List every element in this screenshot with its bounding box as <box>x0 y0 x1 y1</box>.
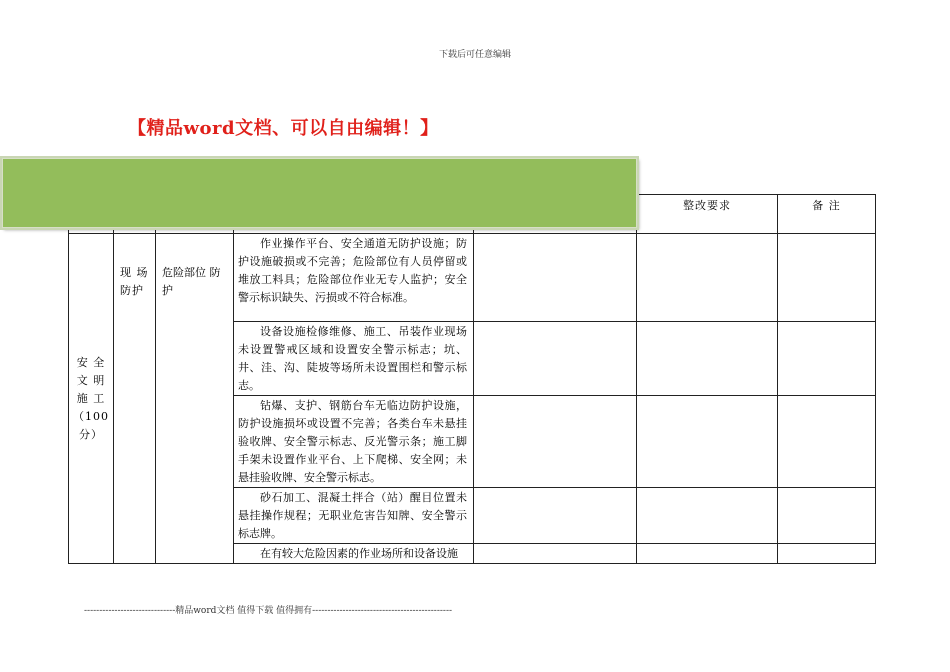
inspection-table <box>68 194 876 564</box>
check-cell <box>474 234 637 322</box>
check-cell <box>474 544 637 564</box>
footer-note: ------------------------------精品word文档 值得下载 值得拥有---------------------------------------------- <box>84 606 453 616</box>
remarks-cell <box>778 396 876 488</box>
rectification-cell <box>637 396 778 488</box>
header-note: 下载后可任意编辑 <box>438 50 511 60</box>
remarks-cell <box>778 488 876 544</box>
check-cell <box>474 488 637 544</box>
table-row <box>69 234 876 322</box>
check-cell <box>474 396 637 488</box>
green-banner-box <box>2 158 637 228</box>
remarks-cell <box>778 234 876 322</box>
promo-title: 【精品word文档、可以自由编辑！】 <box>128 118 439 139</box>
header-rectification: 整改要求 <box>637 195 778 234</box>
rectification-cell <box>637 322 778 396</box>
remarks-cell <box>778 544 876 564</box>
rectification-cell <box>637 234 778 322</box>
rectification-cell <box>637 488 778 544</box>
subcategory-cell: 现 场 防护 <box>114 234 156 564</box>
description-cell: 钻爆、支护、钢筋台车无临边防护设施，防护设施损坏或设置不完善；各类台车未悬挂验收牌、安全警示标志、反光警示条；施工脚手架未设置作业平台、上下爬梯、安全网；未悬挂验收牌、安全警示标志。 <box>234 396 474 488</box>
remarks-cell <box>778 322 876 396</box>
header-remarks: 备 注 <box>778 195 876 234</box>
description-cell: 砂石加工、混凝土拌合（站）醒目位置未悬挂操作规程；无职业危害告知牌、安全警示标志牌。 <box>234 488 474 544</box>
description-cell: 在有较大危险因素的作业场所和设备设施 <box>234 544 474 564</box>
description-cell: 设备设施检修维修、施工、吊装作业现场未设置警戒区域和设置安全警示标志；坑、井、洼、沟、陡坡等场所未设置围栏和警示标志。 <box>234 322 474 396</box>
check-cell <box>474 322 637 396</box>
category-cell: 安 全 文 明 施 工 （100分） <box>69 234 114 564</box>
rectification-cell <box>637 544 778 564</box>
description-cell: 作业操作平台、安全通道无防护设施；防护设施破损或不完善；危险部位有人员停留或堆放工料具；危险部位作业无专人监护；安全警示标识缺失、污损或不符合标准。 <box>234 234 474 322</box>
item-cell: 危险部位 防护 <box>156 234 234 564</box>
